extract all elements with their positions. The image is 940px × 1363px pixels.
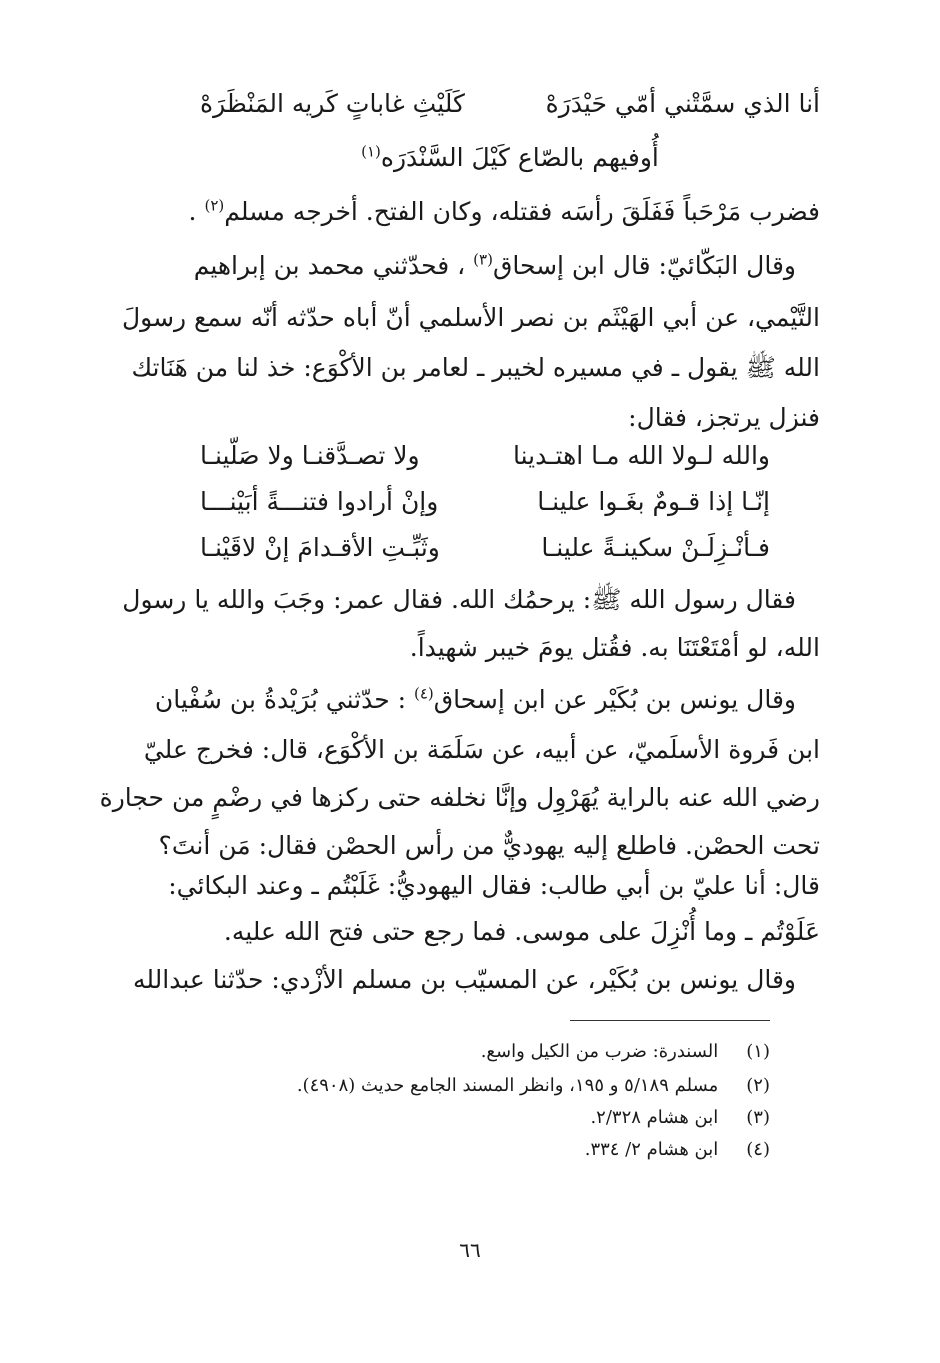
footnote-number: (٤) <box>746 1139 770 1160</box>
poem-verse <box>200 436 820 476</box>
poem-hemistich-first: فـأنْـزِلَـنْ سكينـةً علينـا <box>541 533 770 562</box>
paragraph-line: قال: أنا عليّ بن أبي طالب: فقال اليهوديُّ: غَلَبْتُم ـ وعند البكائي: <box>168 871 820 900</box>
line-text: : حدّثني بُرَيْدةُ بن سُفْيان <box>154 685 407 714</box>
paragraph-line: رضي الله عنه بالراية يُهَرْوِل وإنَّا نخلفه حتى ركزها في رضْمٍ من حجارة <box>99 783 820 812</box>
line-text: فضرب مَرْحَباً فَفَلَقَ رأسَه فقتله، وكان الفتح. أخرجه مسلم <box>224 197 820 226</box>
paragraph-line: التَّيْمي، عن أبي الهَيْثَم بن نصر الأسلمي أنّ أباه حدّثه أنّه سمع رسولَ <box>122 303 820 332</box>
footnote-text: ابن هشام ٢/٣٢٨. <box>590 1107 719 1128</box>
footnote-text: السندرة: ضرب من الكيل واسع. <box>480 1041 719 1062</box>
footnote-text: ابن هشام ٢/ ٣٣٤. <box>584 1139 719 1160</box>
footnote-ref-4: (٤) <box>414 684 434 703</box>
paragraph-line: فنزل يرتجز، فقال: <box>628 403 820 432</box>
footnote-number: (١) <box>746 1041 770 1062</box>
paragraph-line: تحت الحصْن. فاطلع إليه يهوديٌّ من رأس الحصْن فقال: مَن أنتَ؟ <box>158 831 820 860</box>
poem-hemistich-second: وإنْ أرادوا فتنـــةً أبَيْنـــا <box>200 487 439 516</box>
footnote-separator <box>570 1020 770 1021</box>
paragraph-line <box>193 246 820 286</box>
verse-line-1 <box>200 84 820 124</box>
paragraph-line <box>188 192 820 232</box>
paragraph-line: عَلَوْتُم ـ وما أُنْزِلَ على موسى. فما رجع حتى فتح الله عليه. <box>223 917 820 946</box>
footnote <box>210 1038 770 1066</box>
footnote-ref-1: (١) <box>361 142 381 161</box>
line-end: . <box>188 197 197 226</box>
verse-hemistich-first: أنا الذي سمَّتْني أمّي حَيْدَرَهْ <box>545 89 820 118</box>
verse-text: أُوفيهم بالصّاع كَيْلَ السَّنْدَرَه <box>380 143 659 172</box>
poem-hemistich-first: والله لـولا الله مـا اهتـدينا <box>512 441 770 470</box>
footnote-number: (٣) <box>746 1107 770 1128</box>
paragraph-line: الله، لو أمْتَعْتَنَا به. فقُتل يومَ خيبر شهيداً. <box>409 633 820 662</box>
poem-verse <box>200 482 820 522</box>
footnote-ref-2: (٢) <box>204 196 225 215</box>
footnote-ref-3: (٣) <box>473 250 493 269</box>
line-text: وقال يونس بن بُكَيْر عن ابن إسحاق <box>433 685 796 714</box>
paragraph-line <box>154 680 820 720</box>
paragraph-line: وقال يونس بن بُكَيْر، عن المسيّب بن مسلم الأزْدي: حدّثنا عبدالله <box>132 965 796 994</box>
poem-hemistich-first: إنّـا إذا قـومٌ بغَـوا علينـا <box>537 487 770 516</box>
paragraph-line: فقال رسول الله ﷺ: يرحمُك الله. فقال عمر: وجَبَ والله يا رسول <box>122 585 796 614</box>
poem-hemistich-second: وثَبِّـتِ الأقـدامَ إنْ لاقَيْنـا <box>200 533 440 562</box>
poem-hemistich-second: ولا تصـدَّقنـا ولا صَلّينـا <box>200 441 420 470</box>
line-text: وقال البَكّائيّ: قال ابن إسحاق <box>492 251 796 280</box>
poem-verse <box>200 528 820 568</box>
paragraph-line: الله ﷺ يقول ـ في مسيره لخيبر ـ لعامر بن الأكْوَع: خذ لنا من هَنَاتك <box>131 353 820 382</box>
line-text: ، فحدّثني محمد بن إبراهيم <box>193 251 466 280</box>
footnote <box>210 1072 770 1100</box>
footnote <box>210 1104 770 1132</box>
verse-hemistich-second: كَلَيْثِ غاباتٍ كَريه المَنْظَرَهْ <box>200 89 465 118</box>
footnote-number: (٢) <box>746 1075 770 1096</box>
page-number: ٦٦ <box>459 1238 481 1262</box>
footnote-text: مسلم ٥/١٨٩ و ١٩٥، وانظر المسند الجامع حديث (٤٩٠٨). <box>296 1075 719 1096</box>
verse-line-2 <box>200 138 820 178</box>
paragraph-line: ابن فَروة الأسلَميّ، عن أبيه، عن سَلَمَة بن الأكْوَع، قال: فخرج عليّ <box>143 735 820 764</box>
footnote <box>210 1136 770 1164</box>
